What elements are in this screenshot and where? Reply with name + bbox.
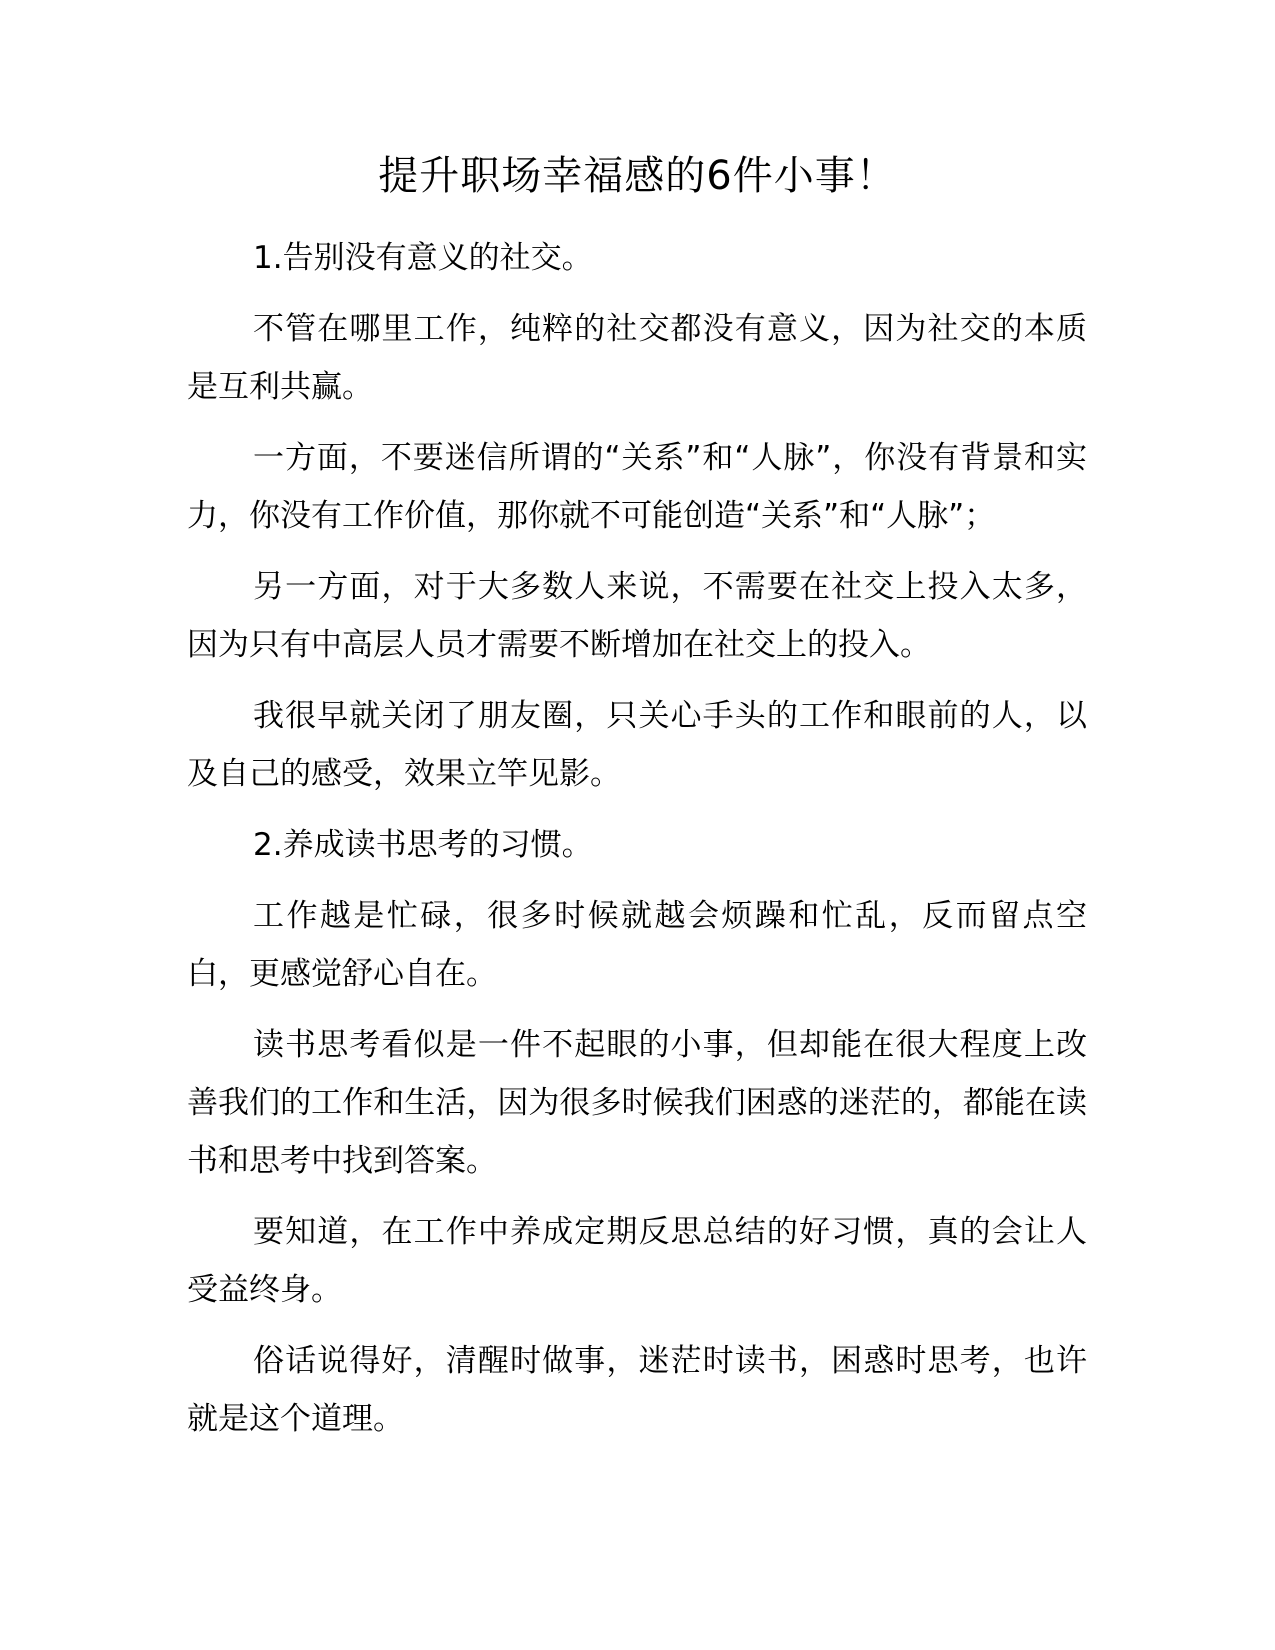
document-title: 提升职场幸福感的6件小事！ — [378, 153, 897, 199]
paragraph: 另一方面，对于大多数人来说，不需要在社交上投入太多，因为只有中高层人员才需要不断增加在社交上的投入。 — [187, 569, 1087, 663]
paragraph-heading-2: 2.养成读书思考的习惯。 — [253, 827, 593, 863]
paragraph: 不管在哪里工作，纯粹的社交都没有意义，因为社交的本质是互利共赢。 — [187, 311, 1087, 405]
paragraph: 读书思考看似是一件不起眼的小事，但却能在很大程度上改善我们的工作和生活，因为很多时候我们困惑的迷茫的，都能在读书和思考中找到答案。 — [187, 1027, 1087, 1179]
paragraph: 一方面，不要迷信所谓的“关系”和“人脉”，你没有背景和实力，你没有工作价值，那你就不可能创造“关系”和“人脉”； — [187, 440, 1087, 534]
document-body — [187, 229, 1087, 1461]
paragraph: 俗话说得好，清醒时做事，迷茫时读书，困惑时思考，也许就是这个道理。 — [187, 1343, 1087, 1437]
paragraph-heading-1: 1.告别没有意义的社交。 — [253, 240, 593, 276]
paragraph: 要知道，在工作中养成定期反思总结的好习惯，真的会让人受益终身。 — [187, 1214, 1087, 1308]
paragraph: 我很早就关闭了朋友圈，只关心手头的工作和眼前的人，以及自己的感受，效果立竿见影。 — [187, 698, 1087, 792]
paragraph: 工作越是忙碌，很多时候就越会烦躁和忙乱，反而留点空白，更感觉舒心自在。 — [187, 898, 1087, 992]
